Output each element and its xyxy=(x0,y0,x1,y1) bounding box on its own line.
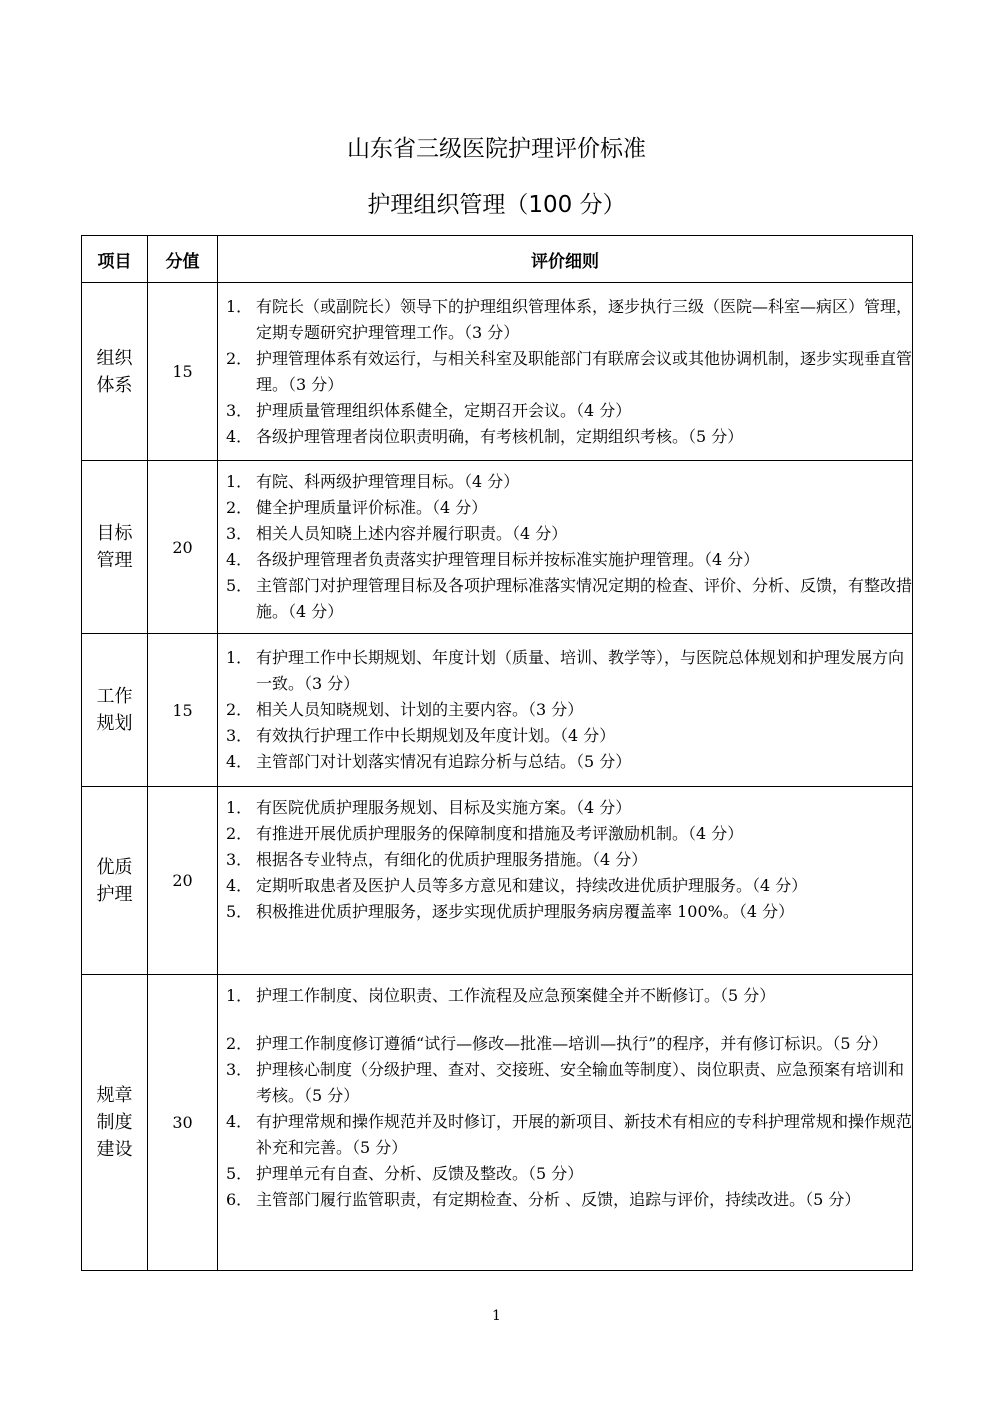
row-details xyxy=(218,634,913,787)
list-item: 1． 有院、科两级护理管理目标。（4 分） xyxy=(226,472,520,491)
table-row xyxy=(82,975,913,1271)
row-score: 15 xyxy=(148,634,218,787)
document-title: 山东省三级医院护理评价标准 xyxy=(347,136,646,162)
list-item: 3． 根据各专业特点，有细化的优质护理服务措施。（4 分） xyxy=(226,850,648,869)
row-category: 工作 规划 xyxy=(82,634,148,787)
table-row xyxy=(82,787,913,975)
list-item: 1． 有院长（或副院长）领导下的护理组织管理体系，逐步执行三级（医院—科室—病区）管理，定期专题研究护理管理工作。（3 分） xyxy=(226,296,913,342)
row-score: 30 xyxy=(148,975,218,1271)
list-item: 5． 积极推进优质护理服务，逐步实现优质护理服务病房覆盖率 100%。（4 分） xyxy=(226,902,795,921)
row-category: 规章 制度 建设 xyxy=(82,975,148,1271)
list-item: 4． 有护理常规和操作规范并及时修订，开展的新项目、新技术有相应的专科护理常规和操作规范补充和完善。（5 分） xyxy=(226,1112,913,1157)
list-item: 4． 各级护理管理者岗位职责明确，有考核机制，定期组织考核。（5 分） xyxy=(226,426,744,446)
row-details xyxy=(218,283,913,461)
list-item: 2． 护理管理体系有效运行，与相关科室及职能部门有联席会议或其他协调机制，逐步实现垂直管理。（3 分） xyxy=(226,348,913,394)
list-item: 4． 各级护理管理者负责落实护理管理目标并按标准实施护理管理。（4 分） xyxy=(226,550,760,569)
list-item: 3． 护理质量管理组织体系健全，定期召开会议。（4 分） xyxy=(226,400,632,420)
row-details xyxy=(218,461,913,634)
row-category: 优质 护理 xyxy=(82,787,148,975)
list-item: 2． 健全护理质量评价标准。（4 分） xyxy=(226,498,488,517)
list-item: 1． 护理工作制度、岗位职责、工作流程及应急预案健全并不断修订。（5 分） xyxy=(226,986,776,1005)
list-item: 3． 有效执行护理工作中长期规划及年度计划。（4 分） xyxy=(226,726,616,745)
table-row xyxy=(82,283,913,461)
list-item: 3． 相关人员知晓上述内容并履行职责。（4 分） xyxy=(226,524,568,543)
evaluation-table xyxy=(81,235,913,1271)
header-score: 分值 xyxy=(148,236,218,283)
list-item: 1． 有护理工作中长期规划、年度计划（质量、培训、教学等），与医院总体规划和护理发展方向一致。（3 分） xyxy=(226,648,905,693)
table-row xyxy=(82,634,913,787)
row-category: 目标 管理 xyxy=(82,461,148,634)
list-item: 5． 主管部门对护理管理目标及各项护理标准落实情况定期的检查、评价、分析、反馈，有整改措施。（4 分） xyxy=(226,576,913,621)
row-category: 组织 体系 xyxy=(82,283,148,461)
table-row xyxy=(82,461,913,634)
row-score: 20 xyxy=(148,787,218,975)
row-details xyxy=(218,787,913,975)
list-item: 2． 护理工作制度修订遵循“试行—修改—批准—培训—执行”的程序，并有修订标识。（5 分） xyxy=(226,1034,888,1053)
page-number: 1 xyxy=(492,1308,501,1324)
list-item: 6． 主管部门履行监管职责，有定期检查、分析 、反馈，追踪与评价，持续改进。（5 分） xyxy=(226,1190,861,1209)
document-subtitle: 护理组织管理（100 分） xyxy=(367,192,626,218)
row-score: 15 xyxy=(148,283,218,461)
row-details xyxy=(218,975,913,1271)
header-item: 项目 xyxy=(82,236,148,283)
list-item: 4． 定期听取患者及医护人员等多方意见和建议，持续改进优质护理服务。（4 分） xyxy=(226,876,808,895)
list-item: 2． 有推进开展优质护理服务的保障制度和措施及考评激励机制。（4 分） xyxy=(226,824,744,843)
list-item: 1． 有医院优质护理服务规划、目标及实施方案。（4 分） xyxy=(226,798,632,817)
table-header-row xyxy=(82,236,913,283)
row-score: 20 xyxy=(148,461,218,634)
header-detail: 评价细则 xyxy=(218,236,913,283)
list-item: 2． 相关人员知晓规划、计划的主要内容。（3 分） xyxy=(226,700,584,719)
list-item: 5． 护理单元有自查、分析、反馈及整改。（5 分） xyxy=(226,1164,584,1183)
list-item: 3． 护理核心制度（分级护理、查对、交接班、安全输血等制度）、岗位职责、应急预案有培训和考核。（5 分） xyxy=(226,1060,905,1105)
list-item: 4． 主管部门对计划落实情况有追踪分析与总结。（5 分） xyxy=(226,752,632,771)
